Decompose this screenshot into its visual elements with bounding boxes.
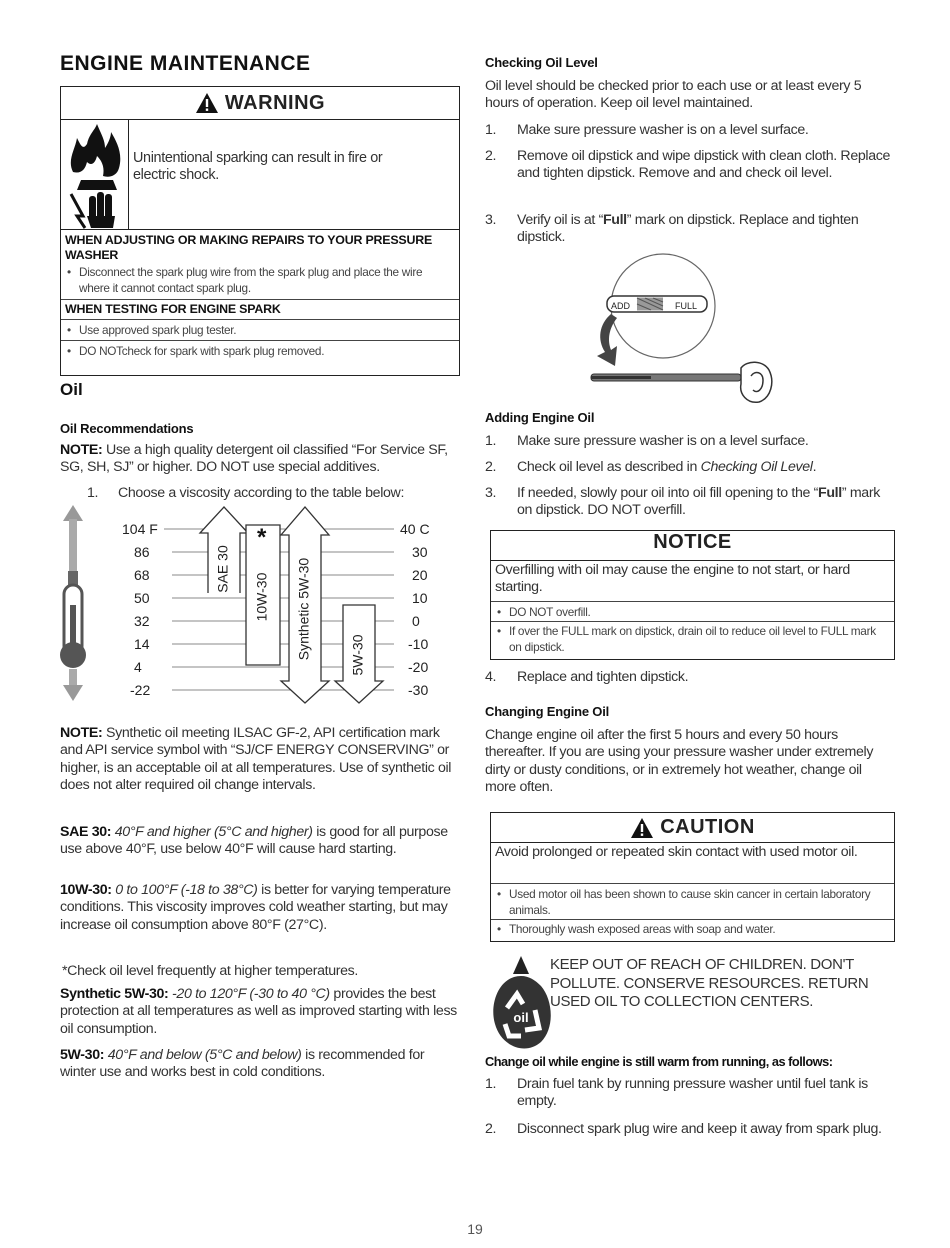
add-step-2-num: 2.	[485, 459, 497, 475]
chart-c-label: -20	[408, 659, 429, 675]
5w30-label: 5W-30:	[60, 1047, 105, 1063]
note-1-label: NOTE:	[60, 442, 103, 458]
syn-desc	[60, 986, 462, 1038]
warning-header	[61, 87, 459, 120]
chart-grade-label: SAE 30	[214, 545, 231, 593]
warning-bullet-2: • Use approved spark plug tester.	[65, 322, 455, 338]
check-step-3-a: Verify oil is at “	[517, 212, 603, 228]
warm-step-2-num: 2.	[485, 1121, 497, 1137]
syn-label: Synthetic 5W-30:	[60, 986, 169, 1002]
chart-c-label: -30	[408, 682, 429, 698]
warning-sub-1: WHEN ADJUSTING OR MAKING REPAIRS TO YOUR PRESSURE WASHER	[65, 233, 433, 262]
recycle-oil-icon	[485, 954, 557, 1064]
sae30-text: is good for all purpose use above 40°F, use below 40°F will cause hard starting.	[60, 824, 448, 858]
add-step-1-text: Make sure pressure washer is on a level surface.	[517, 433, 809, 449]
chart-star-marker: *	[257, 524, 267, 551]
add-step-3-c: ” mark on dipstick. DO NOT overfill.	[517, 485, 880, 519]
notice-title: NOTICE	[491, 531, 894, 561]
section-title: ENGINE MAINTENANCE	[60, 52, 311, 75]
dipstick-illustration	[585, 252, 795, 414]
warm-step-1-text: Drain fuel tank by running pressure washer until fuel tank is empty.	[517, 1076, 868, 1110]
add-step-4	[485, 669, 895, 686]
chart-c-label: 20	[412, 567, 428, 583]
chart-f-label: 68	[134, 567, 150, 583]
hazard-text-line-1: Unintentional sparking can result in fire or	[133, 150, 383, 166]
recycle-text: KEEP OUT OF REACH OF CHILDREN. DON'T POLLUTE. CONSERVE RESOURCES. RETURN USED OIL TO COLLECTION CENTERS.	[550, 956, 869, 1010]
hazard-text	[133, 150, 382, 185]
warning-body	[61, 230, 459, 296]
warning-hazard-row	[61, 120, 459, 230]
5w30-range: 40°F and below (5°C and below)	[107, 1047, 302, 1063]
chart-f-label: 4	[134, 659, 142, 675]
notice-box	[490, 530, 895, 660]
warning-triangle-icon	[195, 92, 219, 114]
caution-title: CAUTION	[660, 816, 755, 838]
step-1-text: Choose a viscosity according to the table below:	[118, 485, 405, 501]
oil-title: Oil	[60, 380, 83, 399]
warm-step-1	[485, 1076, 895, 1111]
add-step-3-num: 3.	[485, 485, 497, 501]
recycle-icon-label: oil	[513, 1010, 529, 1025]
add-step-4-num: 4.	[485, 669, 497, 685]
check-step-1-text: Make sure pressure washer is on a level surface.	[517, 122, 809, 138]
add-step-2-a: Check oil level as described in	[517, 459, 701, 475]
step-1-number: 1.	[87, 485, 99, 501]
check-step-2-text: Remove oil dipstick and wipe dipstick with clean cloth. Replace and tighten dipstick. Remove and and check oil level.	[517, 148, 891, 182]
note-2	[60, 725, 462, 795]
chart-c-label: -10	[408, 636, 429, 652]
notice-bullet-2: • If over the FULL mark on dipstick, drain oil to reduce oil level to FULL mark on dipstick.	[495, 623, 890, 655]
curved-arrow-icon	[597, 314, 617, 366]
warning-bullet-3: • DO NOTcheck for spark with spark plug removed.	[65, 343, 455, 359]
chart-f-labels	[122, 521, 158, 698]
chart-f-label: -22	[130, 682, 151, 698]
chart-f-label: 32	[134, 613, 150, 629]
warm-step-2	[485, 1121, 895, 1138]
check-title: Checking Oil Level	[485, 55, 598, 70]
add-step-3	[485, 485, 895, 520]
note-1	[60, 442, 462, 477]
sae30-desc	[60, 824, 462, 859]
5w30-text: is recommended for winter use and works best in cold conditions.	[60, 1047, 425, 1081]
change-text: Change engine oil after the first 5 hours and every 50 hours thereafter. If you are using your pressure washer under extremely dirty or dusty conditions, or in extremely hot weather, change oil more often.	[485, 727, 874, 796]
caution-bullet-1: • Used motor oil has been shown to cause skin cancer in certain laboratory animals.	[495, 886, 890, 918]
warm-step-2-text: Disconnect spark plug wire and keep it away from spark plug.	[517, 1121, 882, 1137]
hazard-text-line-2: electric shock.	[133, 167, 219, 184]
add-step-3-full: Full	[818, 485, 842, 501]
add-step-2	[485, 459, 895, 476]
fire-shock-icon	[61, 120, 129, 230]
notice-bullet-1: • DO NOT overfill.	[495, 604, 890, 620]
caution-header	[491, 813, 894, 843]
chart-c-label: 0	[412, 613, 420, 629]
note-2-label: NOTE:	[60, 725, 103, 741]
viscosity-chart	[60, 505, 460, 715]
note-2-text: Synthetic oil meeting ILSAC GF-2, API certification mark and API service symbol with “SJ/CF ENERGY CONSERVING” or higher, is an acceptable oil at all temperatures. Use of synthetic oil does not alter required oil change intervals.	[60, 725, 452, 794]
10w30-range: 0 to 100°F (-18 to 38°C)	[115, 882, 258, 898]
caution-box	[490, 812, 895, 942]
notice-bullets	[491, 602, 894, 620]
caution-triangle-icon	[630, 817, 654, 839]
chart-c-labels	[400, 521, 430, 698]
check-step-3	[485, 212, 895, 247]
add-title: Adding Engine Oil	[485, 410, 595, 425]
oil-rec-title: Oil Recommendations	[60, 421, 194, 436]
chart-f-label: 14	[134, 636, 150, 652]
caution-text: Avoid prolonged or repeated skin contact with used motor oil.	[495, 844, 858, 860]
warm-step-1-num: 1.	[485, 1076, 497, 1092]
notice-bullets-2	[491, 622, 894, 655]
chart-c-label: 30	[412, 544, 428, 560]
add-step-2-link: Checking Oil Level	[700, 459, 813, 475]
check-step-1	[485, 122, 895, 139]
chart-grade-label: 10W-30	[253, 572, 270, 622]
warning-bullet-1: • Disconnect the spark plug wire from the spark plug and place the wire where it cannot contact spark plug.	[65, 264, 455, 296]
change-title: Changing Engine Oil	[485, 704, 610, 719]
10w30-label: 10W-30:	[60, 882, 112, 898]
check-intro: Oil level should be checked prior to each use or at least every 5 hours of operation. Keep oil level maintained.	[485, 78, 862, 112]
check-step-2-num: 2.	[485, 148, 497, 164]
dipstick-full-label: FULL	[675, 301, 698, 311]
notice-text: Overfilling with oil may cause the engine to not start, or hard starting.	[495, 562, 850, 596]
check-step-3-c: ” mark on dipstick. Replace and tighten dipstick.	[517, 212, 859, 246]
chart-c-label: 10	[412, 590, 428, 606]
check-step-1-num: 1.	[485, 122, 497, 138]
5w30-desc	[60, 1047, 462, 1082]
syn-range: -20 to 120°F (-30 to 40 °C)	[172, 986, 330, 1002]
warning-bullets-3	[61, 341, 459, 359]
add-step-1-num: 1.	[485, 433, 497, 449]
warning-sub-2: WHEN TESTING FOR ENGINE SPARK	[65, 302, 281, 316]
chart-f-label: 50	[134, 590, 150, 606]
warm-title: Change oil while engine is still warm from running, as follows:	[485, 1054, 833, 1069]
thermometer-icon	[60, 505, 86, 701]
warning-bullets-2	[61, 320, 459, 338]
caution-bullet-2: • Thoroughly wash exposed areas with soap and water.	[495, 921, 890, 937]
check-step-2	[485, 148, 895, 183]
dipstick-add-label: ADD	[611, 301, 631, 311]
syn-text: provides the best protection at all temperatures as well as improved starting with less oil consumption.	[60, 986, 457, 1037]
dipstick-handle-icon	[741, 362, 772, 402]
10w30-text: is better for varying temperature conditions. This viscosity improves cold weather starting, but may increase oil consumption above 80°F (27°C).	[60, 882, 451, 933]
caution-bullets-2	[491, 920, 894, 937]
add-step-1	[485, 433, 895, 450]
hazard-icons	[61, 120, 129, 230]
caution-bullets	[491, 884, 894, 918]
chart-f-label: 104 F	[122, 521, 158, 537]
check-step-3-full: Full	[602, 212, 627, 228]
add-step-3-a: If needed, slowly pour oil into oil fill opening to the “	[517, 485, 819, 501]
chart-c-label: 40 C	[400, 521, 430, 537]
add-step-4-text: Replace and tighten dipstick.	[517, 669, 689, 685]
sae30-range: 40°F and higher (5°C and higher)	[114, 824, 313, 840]
chart-f-label: 86	[134, 544, 150, 560]
step-1	[87, 485, 467, 502]
note-1-text: Use a high quality detergent oil classified “For Service SF, SG, SH, SJ” or higher. DO NOT use special additives.	[60, 442, 448, 476]
add-step-2-c: .	[812, 459, 817, 475]
chart-grade-label: Synthetic 5W-30	[295, 557, 312, 661]
warning-box	[60, 86, 460, 376]
check-step-3-num: 3.	[485, 212, 497, 228]
warning-title: WARNING	[224, 91, 326, 114]
10w30-desc	[60, 882, 462, 934]
sae30-label: SAE 30:	[60, 824, 112, 840]
chart-grade-label: 5W-30	[349, 634, 366, 676]
warning-body-2	[61, 300, 459, 317]
page-number: 19	[467, 1221, 483, 1237]
star-note: *Check oil level frequently at higher temperatures.	[62, 963, 359, 979]
